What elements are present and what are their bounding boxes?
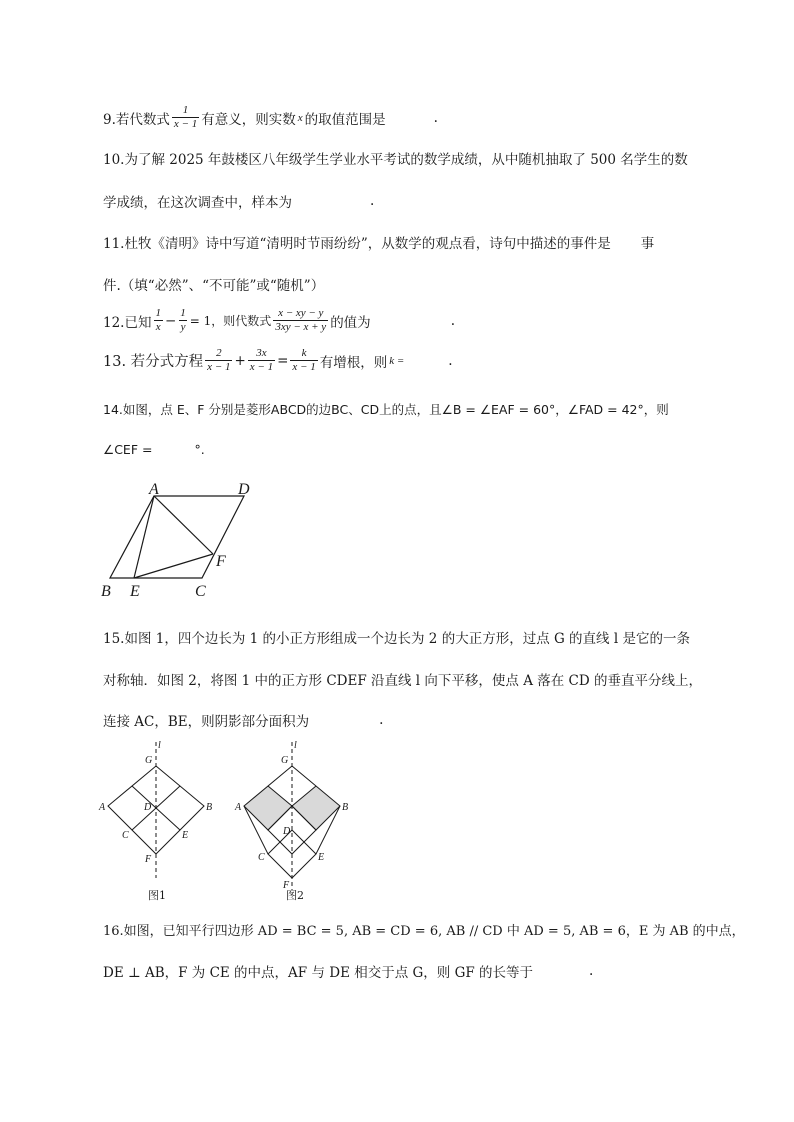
- q11-line2: 件.（填“必然”、“不可能”或“随机”）: [103, 278, 325, 294]
- q13-fraction-3: [290, 347, 317, 374]
- segment-ef: [134, 554, 213, 578]
- question-13: [103, 347, 453, 374]
- question-14-line1: [103, 400, 669, 418]
- fig2-label-c: C: [258, 852, 265, 863]
- fig1-label-e: E: [182, 830, 189, 841]
- q12-f3-denominator: 3xy − x + y: [275, 321, 327, 333]
- q9-frac-numerator: 1: [182, 104, 189, 116]
- label-e: E: [130, 583, 140, 600]
- q13-eq: =: [277, 352, 289, 369]
- fig1-label-g: G: [145, 755, 153, 766]
- q11-line1: 11.杜牧《清明》诗中写道“清明时节雨纷纷”，从数学的观点看，诗句中描述的事件是: [103, 236, 611, 252]
- q13-fraction-2: [248, 347, 275, 374]
- label-a: A: [149, 481, 159, 498]
- question-12: [103, 307, 455, 334]
- q15-line2: 对称轴．如图 2，将图 1 中的正方形 CDEF 沿直线 l 向下平移，使点 A 落在 CD 的垂直平分线上，: [103, 673, 702, 689]
- q9-prefix: 9.若代数式: [103, 111, 170, 128]
- q13-prefix: 13. 若分式方程: [103, 354, 204, 370]
- fig2-label-d: D: [283, 826, 291, 837]
- q13-var-k: k =: [389, 354, 405, 367]
- q13-f3-denominator: x − 1: [292, 361, 316, 373]
- q12-f2-numerator: 1: [180, 307, 186, 319]
- q13-suffix: 有增根，则: [319, 354, 388, 371]
- fig1-label-d: D: [144, 802, 152, 813]
- fig1-caption: 图1: [148, 889, 166, 902]
- question-15-line1: [103, 627, 690, 647]
- question-15-line2: [103, 669, 702, 689]
- q14-line2-prefix: ∠CEF =: [103, 442, 153, 457]
- q9-fraction: [172, 104, 199, 131]
- q16-end: .: [589, 963, 594, 979]
- label-b: B: [101, 583, 111, 600]
- question-16-line1: [103, 920, 745, 939]
- q12-minus: −: [164, 312, 177, 329]
- segment-ae: [134, 496, 154, 578]
- q9-frac-denominator: x − 1: [173, 118, 198, 130]
- fig2-label-g: G: [281, 755, 289, 766]
- fig1-label-a: A: [99, 802, 106, 813]
- q13-fraction-1: [205, 347, 232, 374]
- q10-end: .: [370, 193, 375, 209]
- q12-prefix: 12.已知: [103, 314, 152, 331]
- fig2-label-e: E: [318, 852, 325, 863]
- fig1-label-l: l: [158, 740, 161, 751]
- fig1-label-f: F: [145, 854, 152, 865]
- fig2-label-f: F: [283, 880, 290, 891]
- q14-line2-end: °.: [194, 442, 205, 457]
- q12-f2-denominator: y: [180, 321, 186, 333]
- segment-af: [154, 496, 213, 554]
- q10-line1: 10.为了解 2025 年鼓楼区八年级学生学业水平考试的数学成绩，从中随机抽取了 500 名学生的数: [103, 152, 688, 168]
- q12-eq: = 1，则代数式: [189, 314, 272, 328]
- question-10-line2: [103, 191, 374, 211]
- q10-line2: 学成绩，在这次调查中，样本为: [103, 195, 292, 211]
- q15-line1: 15.如图 1，四个边长为 1 的小正方形组成一个边长为 2 的大正方形，过点 G 的直线 l 是它的一条: [103, 631, 690, 647]
- label-d: D: [238, 481, 250, 498]
- question-11-line2: [103, 274, 324, 294]
- q12-f3-numerator: x − xy − y: [278, 307, 324, 319]
- q15-line3: 连接 AC，BE，则阴影部分面积为: [103, 714, 310, 730]
- q13-f3-numerator: k: [301, 347, 307, 359]
- q12-suffix: 的值为: [330, 314, 371, 331]
- q15-end: .: [379, 712, 384, 728]
- question-9: [103, 104, 438, 131]
- q13-f1-denominator: x − 1: [207, 361, 231, 373]
- question-16-line2: [103, 961, 593, 981]
- q12-f1-numerator: 1: [155, 307, 161, 319]
- question-15-line3: [103, 710, 383, 730]
- q12-f1-denominator: x: [155, 321, 161, 333]
- q13-end: .: [448, 352, 453, 369]
- label-f: F: [216, 553, 226, 570]
- q15-figure-2: [232, 738, 354, 906]
- q13-plus: +: [234, 352, 246, 369]
- q9-var-x: x: [297, 111, 303, 124]
- q9-mid: 有意义，则实数: [201, 111, 296, 128]
- q13-f2-numerator: 3x: [256, 347, 267, 359]
- fig2-label-a: A: [235, 802, 242, 813]
- fig1-label-c: C: [122, 830, 129, 841]
- q15-figure-1: [96, 738, 218, 906]
- q12-end: .: [450, 312, 455, 329]
- q12-fraction-2: [178, 307, 188, 334]
- q16-line1: 16.如图，已知平行四边形 AD = BC = 5, AB = CD = 6, AB // CD 中 AD = 5, AB = 6，E 为 AB 的中点，: [103, 924, 745, 939]
- q16-line2: DE ⊥ AB，F 为 CE 的中点，AF 与 DE 相交于点 G，则 GF 的长等于: [103, 965, 534, 981]
- q9-end: .: [433, 109, 438, 126]
- q13-f1-numerator: 2: [216, 347, 222, 359]
- q14-rhombus-figure: [96, 476, 266, 602]
- fig1-label-b: B: [206, 802, 213, 813]
- question-11-line1: [103, 232, 654, 252]
- fig2-label-l: l: [294, 740, 297, 751]
- q12-fraction-1: [153, 307, 163, 334]
- q12-fraction-3: [273, 307, 328, 334]
- q13-f2-denominator: x − 1: [249, 361, 274, 373]
- question-14-line2: [103, 442, 205, 457]
- fig2-label-b: B: [342, 802, 349, 813]
- question-10-line1: [103, 148, 688, 168]
- q14-line1: 14.如图，点 E、F 分别是菱形ABCD的边BC、CD上的点，且∠B = ∠EAF = 60°，∠FAD = 42°，则: [103, 402, 669, 417]
- fig2-caption: 图2: [286, 889, 304, 902]
- q11-line1-end: 事: [640, 236, 655, 252]
- q9-suffix: 的取值范围是: [304, 111, 386, 128]
- label-c: C: [195, 583, 206, 600]
